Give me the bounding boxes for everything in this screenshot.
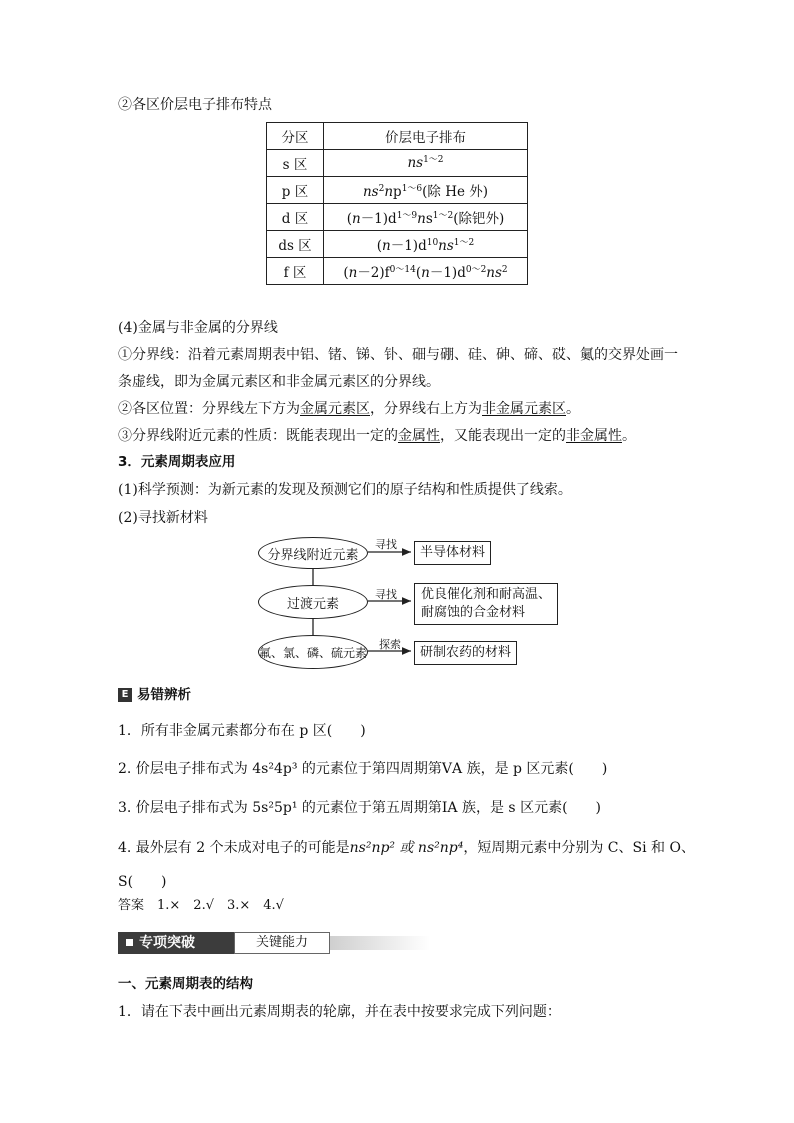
square-icon [126, 939, 133, 946]
table-cell-config: $(n-1)d^{1\sim 9}ns^{1\sim 2}$(除钯外) [324, 204, 528, 231]
application-item1: (1)科学预测：为新元素的发现及预测它们的原子结构和性质提供了线索。 [118, 482, 572, 498]
arrow-label-find-2: 寻找 [375, 588, 397, 601]
table-cell-zone: f 区 [267, 258, 324, 285]
node-transition-elements: 过渡元素 [258, 585, 368, 619]
table-cell-zone: d 区 [267, 204, 324, 231]
boundary-line3: ③分界线附近元素的性质：既能表现出一定的金属性，又能表现出一定的非金属性。 [118, 428, 636, 444]
table-cell-zone: s 区 [267, 150, 324, 177]
node-halogen-elements: 氟、氯、磷、硫元素 [258, 635, 368, 669]
table-row [267, 258, 528, 285]
table-cell-config: $ns^{1\sim 2}$ [324, 150, 528, 177]
table-cell-zone: ds 区 [267, 231, 324, 258]
table-cell-config: $(n-2)f^{0\sim 14}(n-1)d^{0\sim 2}ns^2$ [324, 258, 528, 285]
error-question-2: 2. 价层电子排布式为 4s²4p³ 的元素位于第四周期第ⅤA 族，是 p 区元素( ) [118, 761, 608, 777]
boundary-title: (4)金属与非金属的分界线 [118, 320, 278, 336]
table-header-row [267, 123, 528, 150]
node-boundary-elements: 分界线附近元素 [258, 537, 368, 569]
table-row [267, 231, 528, 258]
table-row [267, 177, 528, 204]
error-answers: 答案 1.× 2.√ 3.× 4.√ [118, 898, 284, 913]
banner-fade [330, 936, 430, 950]
error-question-3: 3. 价层电子排布式为 5s²5p¹ 的元素位于第五周期第ⅠA 族，是 s 区元素( ) [118, 800, 601, 816]
application-item2: (2)寻找新材料 [118, 510, 208, 526]
error-question-4: 4. 最外层有 2 个未成对电子的可能是ns²np² 或 ns²np⁴，短周期元素中分别为 C、Si 和 O、 [118, 840, 695, 856]
target-semiconductor: 半导体材料 [414, 541, 491, 565]
table-header-zone: 分区 [267, 123, 324, 150]
table-cell-config: $ns^2np^{1\sim 6}$(除 He 外) [324, 177, 528, 204]
part1-question-1: 1．请在下表中画出元素周期表的轮廓，并在表中按要求完成下列问题： [118, 1004, 561, 1020]
arrow-label-explore: 探索 [379, 638, 401, 651]
section-banner [118, 932, 430, 954]
section-title: ②各区价层电子排布特点 [118, 97, 272, 113]
valence-config-table [266, 122, 528, 285]
arrow-label-find-1: 寻找 [375, 538, 397, 551]
boundary-line1b: 条虚线，即为金属元素区和非金属元素区的分界线。 [118, 374, 440, 390]
table-header-config: 价层电子排布 [324, 123, 528, 150]
table-cell-config: $(n-1)d^{10}ns^{1\sim 2}$ [324, 231, 528, 258]
application-title: 3．元素周期表应用 [118, 454, 236, 470]
part1-title: 一、元素周期表的结构 [118, 976, 253, 992]
boundary-line2: ②各区位置：分界线左下方为金属元素区，分界线右上方为非金属元素区。 [118, 401, 580, 417]
table-row [267, 204, 528, 231]
target-pesticide: 研制农药的材料 [414, 641, 517, 665]
error-analysis-icon: E [118, 688, 132, 702]
error-analysis-title: 易错辨析 [137, 687, 191, 703]
error-question-1: 1．所有非金属元素都分布在 p 区( ) [118, 723, 366, 739]
banner-dark-tab: 专项突破 [118, 932, 234, 954]
table-cell-zone: p 区 [267, 177, 324, 204]
error-question-4-cont: S( ) [118, 874, 167, 890]
banner-light-tab: 关键能力 [234, 932, 330, 954]
boundary-line1: ①分界线：沿着元素周期表中铝、锗、锑、钋、鿬与硼、硅、砷、碲、砹、鿫的交界处画一 [118, 347, 678, 363]
target-catalyst-alloy: 优良催化剂和耐高温、 耐腐蚀的合金材料 [414, 583, 558, 625]
table-row [267, 150, 528, 177]
